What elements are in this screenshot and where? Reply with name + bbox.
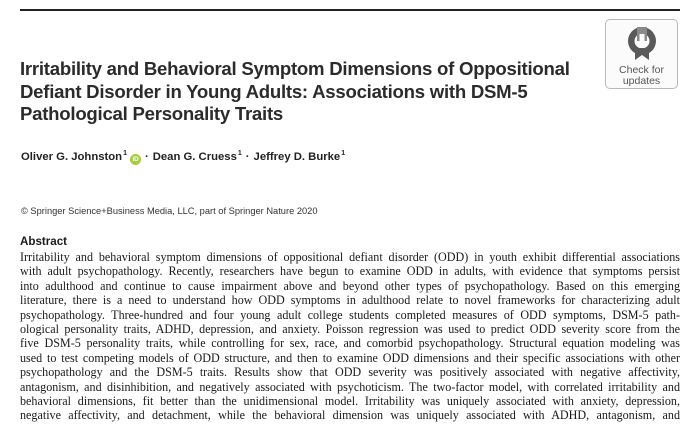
author-separator: · bbox=[245, 151, 250, 163]
abstract-line: psychopathology. Three-hundred and four young adult college students completed measures of ODD symptoms, DSM-5 path- bbox=[20, 307, 680, 322]
abstract-line: into adulthood and continue to cause impairment above and beyond other types of psychopathology. Based on this emerging bbox=[20, 278, 680, 293]
abstract-line: with adult psychopathology. Recently, researchers have begun to examine ODD in adults, with evidence that symptoms persist bbox=[20, 264, 680, 279]
abstract-line: behavioral dimensions, fit better than the unidimensional model. Irritability was uniquely associated with anxiety, depression, bbox=[20, 393, 680, 408]
author-name[interactable]: Dean G. Cruess bbox=[152, 151, 237, 163]
abstract-line: literature, there is a need to understand how ODD symptoms in adulthood relate to novel frameworks for characterizing adult bbox=[20, 293, 680, 308]
abstract-line: antagonism, and disinhibition, and negatively associated with psychoticism. The two-factor model, with correlated irritability and bbox=[20, 379, 680, 394]
affiliation-marker: 1 bbox=[123, 150, 127, 157]
badge-line-1: Check for bbox=[619, 64, 664, 76]
abstract-line: used to test competing models of ODD structure, and then to examine ODD dimensions and their specific associations with other bbox=[20, 350, 680, 365]
abstract-line: ological personality traits, ADHD, depression, and anxiety. Poisson regression was used to predict ODD severity score from the bbox=[20, 321, 680, 336]
abstract-body bbox=[20, 250, 680, 423]
affiliation-marker: 1 bbox=[237, 150, 242, 157]
affiliation-marker: 1 bbox=[341, 150, 346, 157]
author-name[interactable]: Jeffrey D. Burke bbox=[253, 151, 341, 163]
title-line-1: Irritability and Behavioral Symptom Dimensions of Oppositional bbox=[20, 58, 570, 79]
author-separator: · bbox=[144, 151, 149, 163]
orcid-icon[interactable]: iD bbox=[130, 154, 141, 165]
badge-line-2: updates bbox=[622, 75, 661, 87]
copyright-notice: © Springer Science+Business Media, LLC, part of Springer Nature 2020 bbox=[21, 206, 318, 216]
title-line-2: Defiant Disorder in Young Adults: Associations with DSM-5 bbox=[20, 80, 528, 102]
abstract-line: five DSM-5 personality traits, while controlling for sex, race, and comorbid psychopathology. Structural equation modeling was bbox=[20, 336, 680, 351]
check-for-updates-badge[interactable] bbox=[605, 19, 678, 89]
title-line-3: Pathological Personality Traits bbox=[20, 103, 283, 124]
abstract-line: psychopathology and the DSM-5 traits. Results show that ODD severity was positively associated with negative affectivity, bbox=[20, 365, 680, 380]
header-rule bbox=[20, 9, 680, 11]
abstract-line: negative affectivity, and detachment, while the behavioral dimension was uniquely associated with ADHD, antagonism, and bbox=[20, 408, 680, 423]
author-list bbox=[21, 150, 345, 165]
article-title bbox=[20, 58, 585, 126]
abstract-line: Irritability and behavioral symptom dimensions of oppositional defiant disorder (ODD) in youth exhibit differential associations bbox=[20, 250, 680, 264]
author-name[interactable]: Oliver G. Johnston bbox=[21, 151, 123, 163]
crossmark-icon bbox=[626, 25, 658, 61]
abstract-heading: Abstract bbox=[20, 235, 68, 248]
